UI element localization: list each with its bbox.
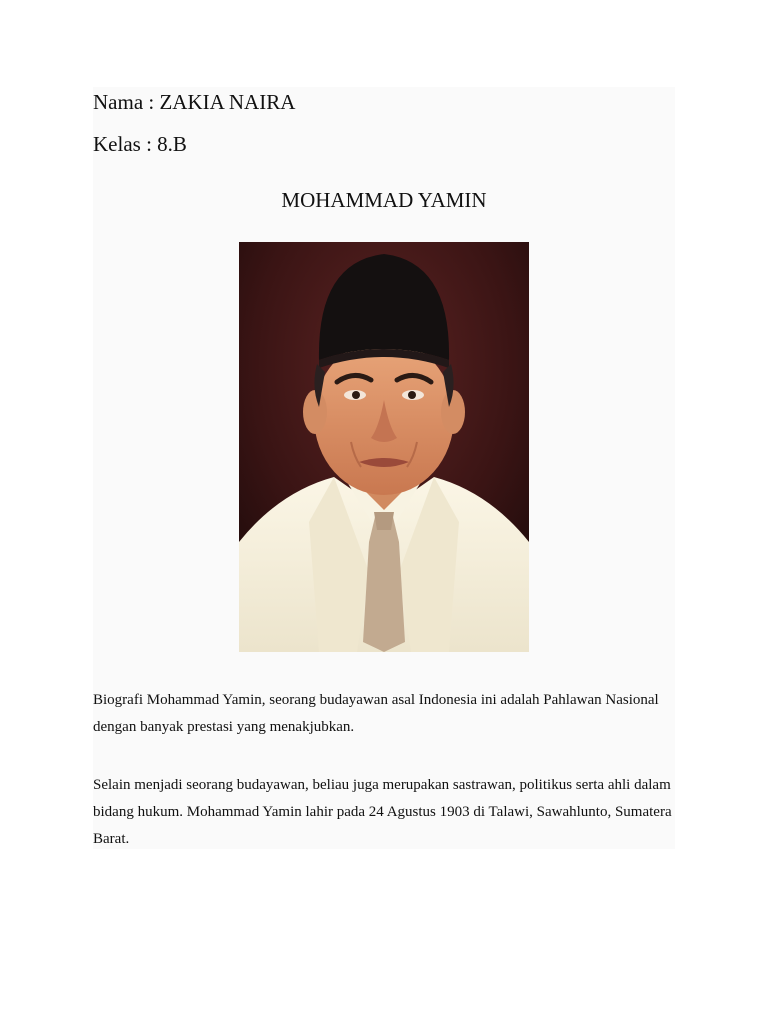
paragraph-intro: Biografi Mohammad Yamin, seorang budayawan asal Indonesia ini adalah Pahlawan Nasional dengan banyak prestasi yang menakjubkan. xyxy=(93,692,659,735)
student-class-line: Kelas : 8.B xyxy=(93,132,187,156)
paragraph-details: Selain menjadi seorang budayawan, beliau juga merupakan sastrawan, politikus serta ahli dalam bidang hukum. Mohammad Yamin lahir pada 24 Agustus 1903 di Talawi, Sawahlunto, Sumatera Barat. xyxy=(93,777,672,847)
student-name-line: Nama : ZAKIA NAIRA xyxy=(93,90,296,114)
portrait-photo xyxy=(239,242,529,652)
document-title: MOHAMMAD YAMIN xyxy=(281,188,487,212)
